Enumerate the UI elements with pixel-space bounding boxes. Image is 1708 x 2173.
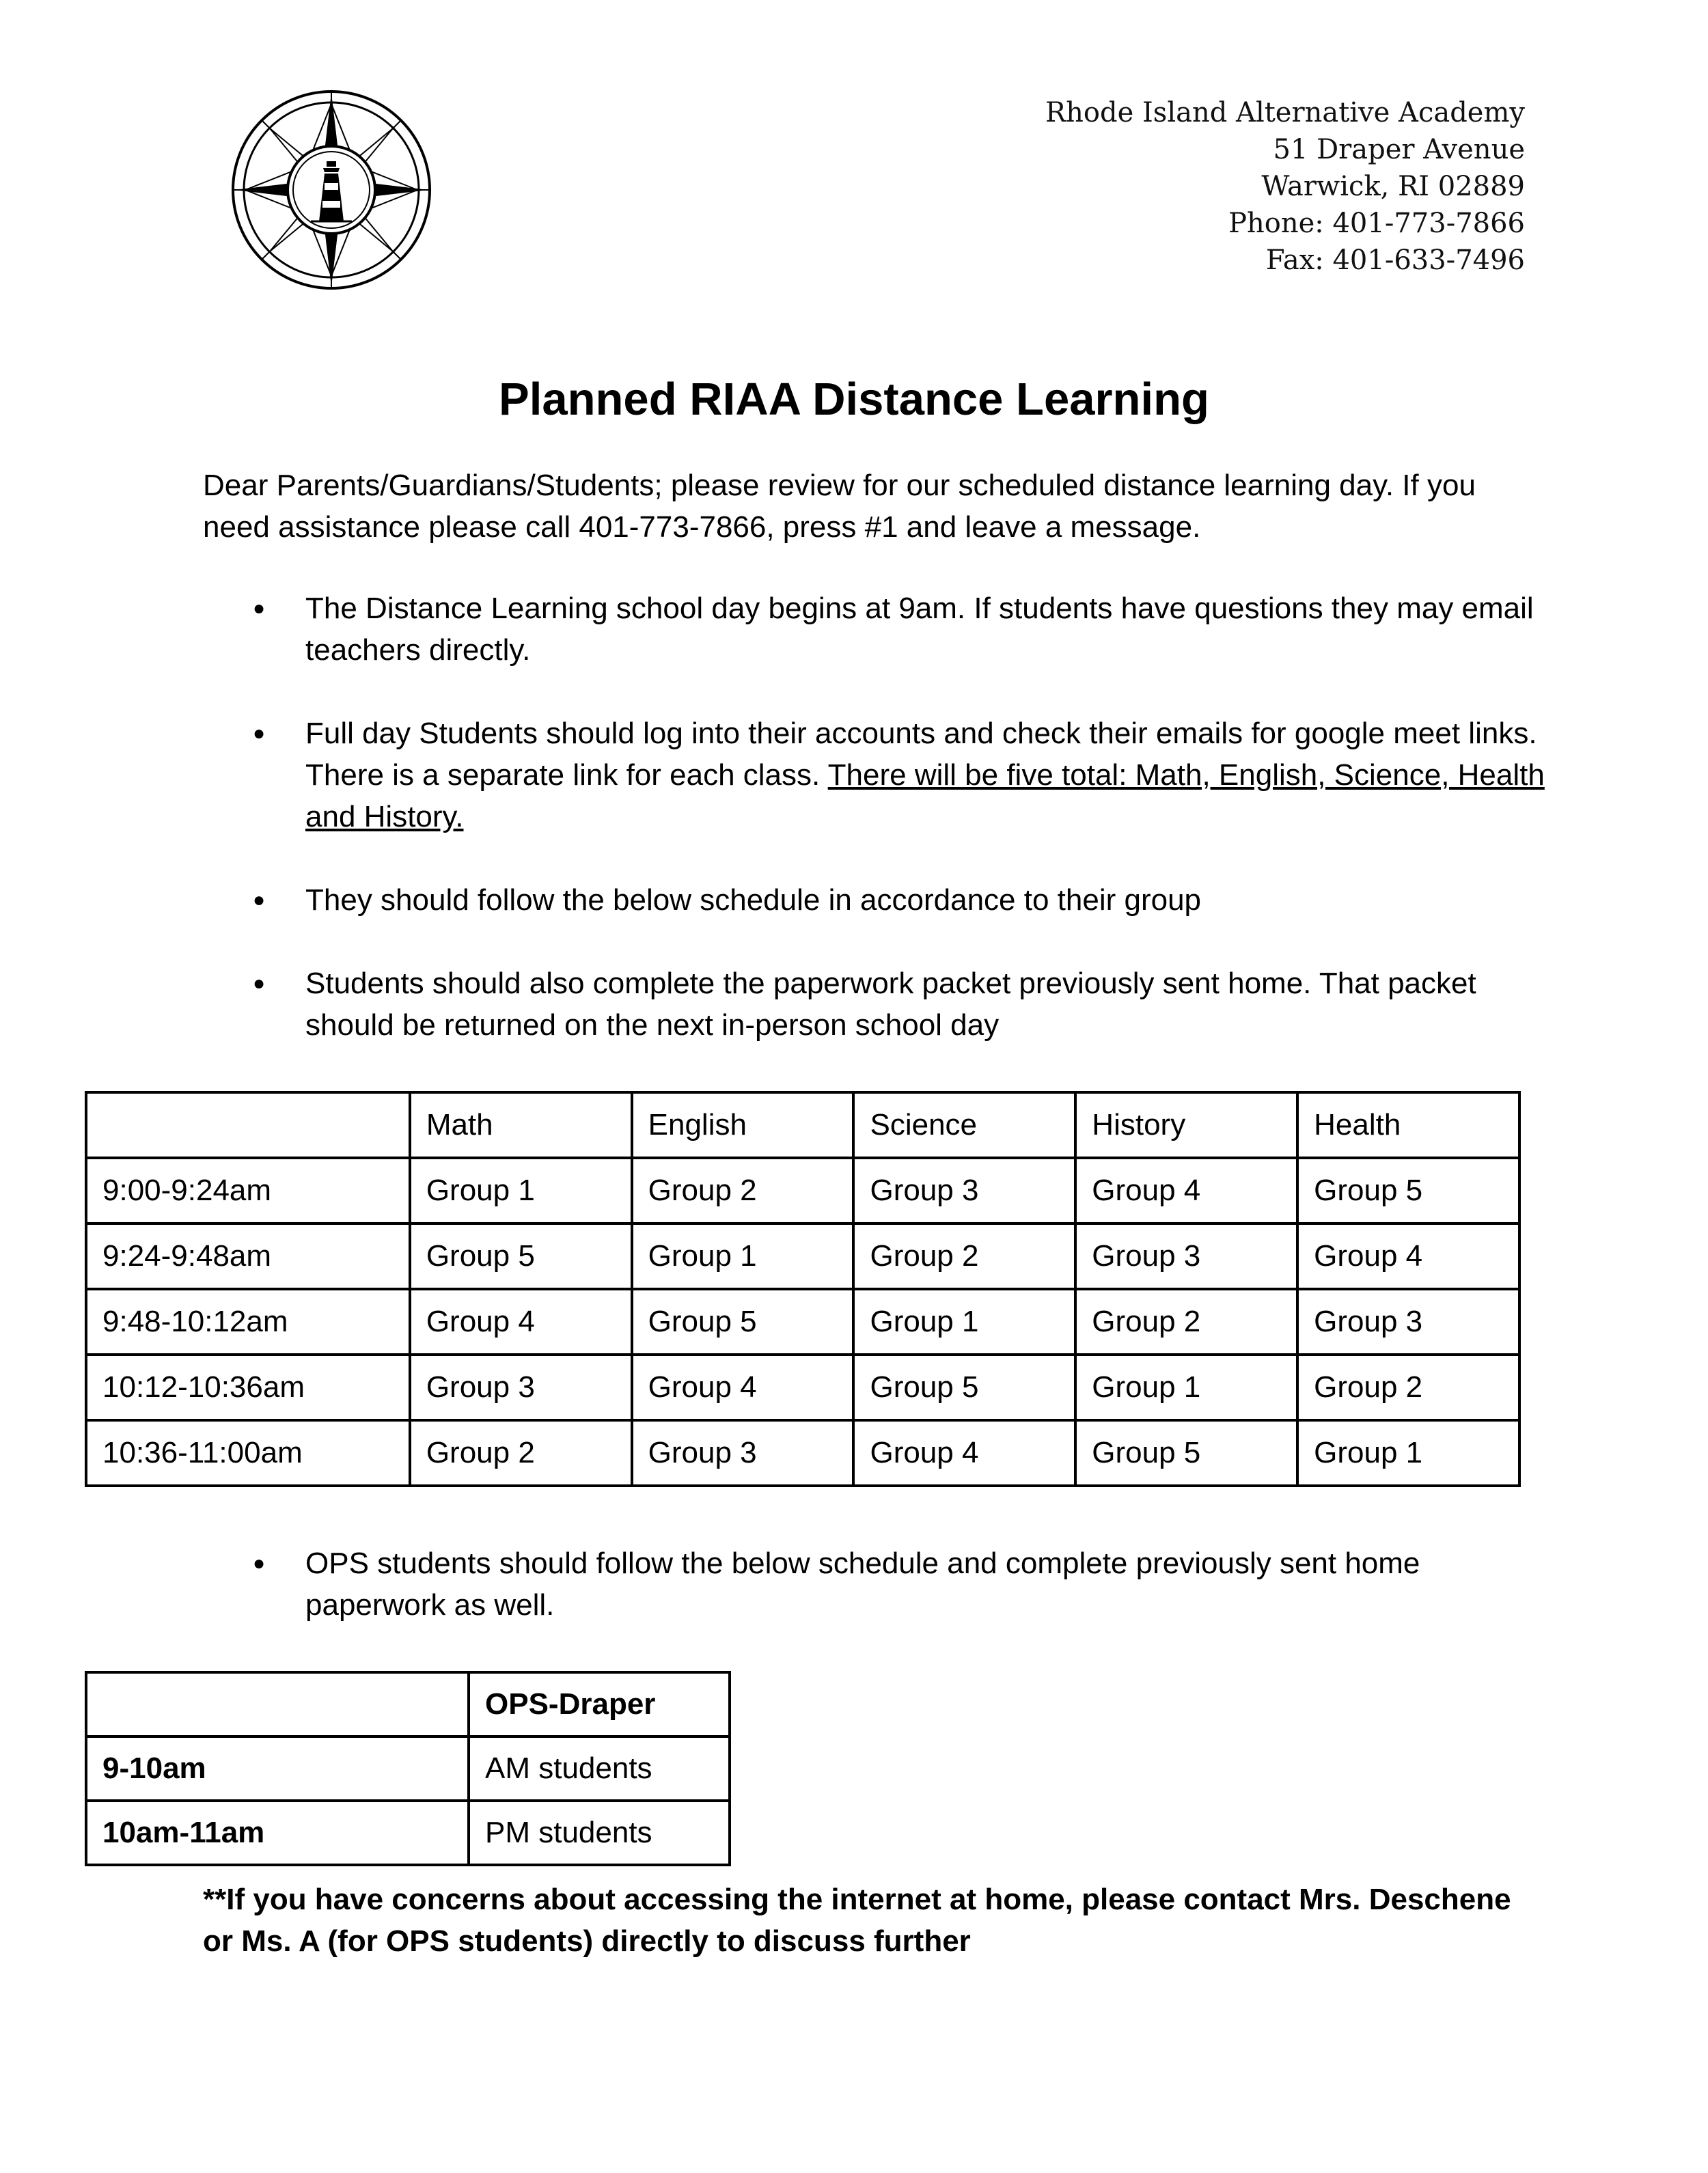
internet-concerns-note: **If you have concerns about accessing the internet at home, please contact Mrs. Deschene or Ms. A (for OPS students) directly to discuss further [203,1883,1511,1958]
ops-instructions-list [253,1542,1551,1626]
header-cell [86,1092,410,1158]
bullet-text: Students should also complete the paperwork packet previously sent home. That packet should be returned on the next in-person school day [305,967,1476,1042]
table-row [86,1355,1519,1420]
table-cell: PM students [469,1801,730,1865]
table-row [86,1801,730,1865]
header-cell: English [632,1092,854,1158]
bullet-icon: ● [253,1552,266,1575]
header-cell [86,1672,469,1736]
table-row [86,1158,1519,1223]
school-address-block [1045,94,1525,279]
table-row [86,1289,1519,1355]
header-cell: History [1075,1092,1297,1158]
table-cell: Group 1 [410,1158,632,1223]
table-cell: Group 2 [410,1420,632,1486]
list-item [253,712,1551,838]
table-cell: Group 1 [632,1223,854,1289]
bullet-icon: ● [253,722,266,745]
table-header-row [86,1092,1519,1158]
table-row [86,1223,1519,1289]
header-cell: Math [410,1092,632,1158]
header-cell: Science [853,1092,1075,1158]
list-item [253,587,1551,671]
table-cell: Group 4 [1075,1158,1297,1223]
compass-lighthouse-logo-icon [229,87,434,292]
bullet-text: OPS students should follow the below schedule and complete previously sent home paperwork as well. [305,1547,1420,1622]
table-cell: AM students [469,1736,730,1801]
ops-schedule-table [85,1671,731,1866]
table-cell: Group 5 [632,1289,854,1355]
table-cell: Group 1 [1075,1355,1297,1420]
list-item [253,963,1551,1046]
table-cell: Group 4 [853,1420,1075,1486]
table-cell: Group 2 [1297,1355,1519,1420]
intro-paragraph: Dear Parents/Guardians/Students; please review for our scheduled distance learning day. If you need assistance please call 401-773-7866, press #1 and leave a message. [203,469,1476,544]
table-cell: Group 3 [1297,1289,1519,1355]
list-item [253,879,1551,921]
list-item [253,1542,1551,1626]
time-cell: 9-10am [86,1736,469,1801]
time-cell: 10:12-10:36am [86,1355,410,1420]
city-state-zip: Warwick, RI 02889 [1261,171,1525,202]
instructions-list [253,587,1551,1088]
table-cell: Group 5 [410,1223,632,1289]
time-cell: 10am-11am [86,1801,469,1865]
table-cell: Group 2 [853,1223,1075,1289]
table-cell: Group 4 [632,1355,854,1420]
table-cell: Group 1 [1297,1420,1519,1486]
table-cell: Group 3 [1075,1223,1297,1289]
table-cell: Group 3 [632,1420,854,1486]
group-schedule-table [85,1091,1521,1487]
table-cell: Group 3 [853,1158,1075,1223]
page-title: Planned RIAA Distance Learning [499,374,1209,425]
time-cell: 9:48-10:12am [86,1289,410,1355]
table-cell: Group 4 [1297,1223,1519,1289]
table-cell: Group 2 [632,1158,854,1223]
bullet-text: The Distance Learning school day begins at 9am. If students have questions they may email teachers directly. [305,592,1534,667]
time-cell: 9:24-9:48am [86,1223,410,1289]
table-cell: Group 5 [1075,1420,1297,1486]
table-cell: Group 4 [410,1289,632,1355]
time-cell: 9:00-9:24am [86,1158,410,1223]
fax-number: Fax: 401-633-7496 [1265,245,1525,276]
table-cell: Group 2 [1075,1289,1297,1355]
table-cell: Group 5 [1297,1158,1519,1223]
phone-number: Phone: 401-773-7866 [1228,208,1525,239]
bullet-underlined-text: There will be five total: Math, English, Science, Health and History. [305,758,1545,833]
time-cell: 10:36-11:00am [86,1420,410,1486]
table-cell: Group 3 [410,1355,632,1420]
header-cell: OPS-Draper [469,1672,730,1736]
street-address: 51 Draper Avenue [1273,134,1525,165]
table-row [86,1736,730,1801]
table-cell: Group 1 [853,1289,1075,1355]
bullet-text: Full day Students should log into their accounts and check their emails for google meet links. There is a separate link for each class. [305,717,1537,792]
school-name: Rhode Island Alternative Academy [1045,97,1525,128]
header-cell: Health [1297,1092,1519,1158]
bullet-text: They should follow the below schedule in accordance to their group [305,883,1202,917]
table-header-row [86,1672,730,1736]
bullet-icon: ● [253,597,266,620]
bullet-icon: ● [253,889,266,911]
table-row [86,1420,1519,1486]
bullet-icon: ● [253,972,266,995]
table-cell: Group 5 [853,1355,1075,1420]
